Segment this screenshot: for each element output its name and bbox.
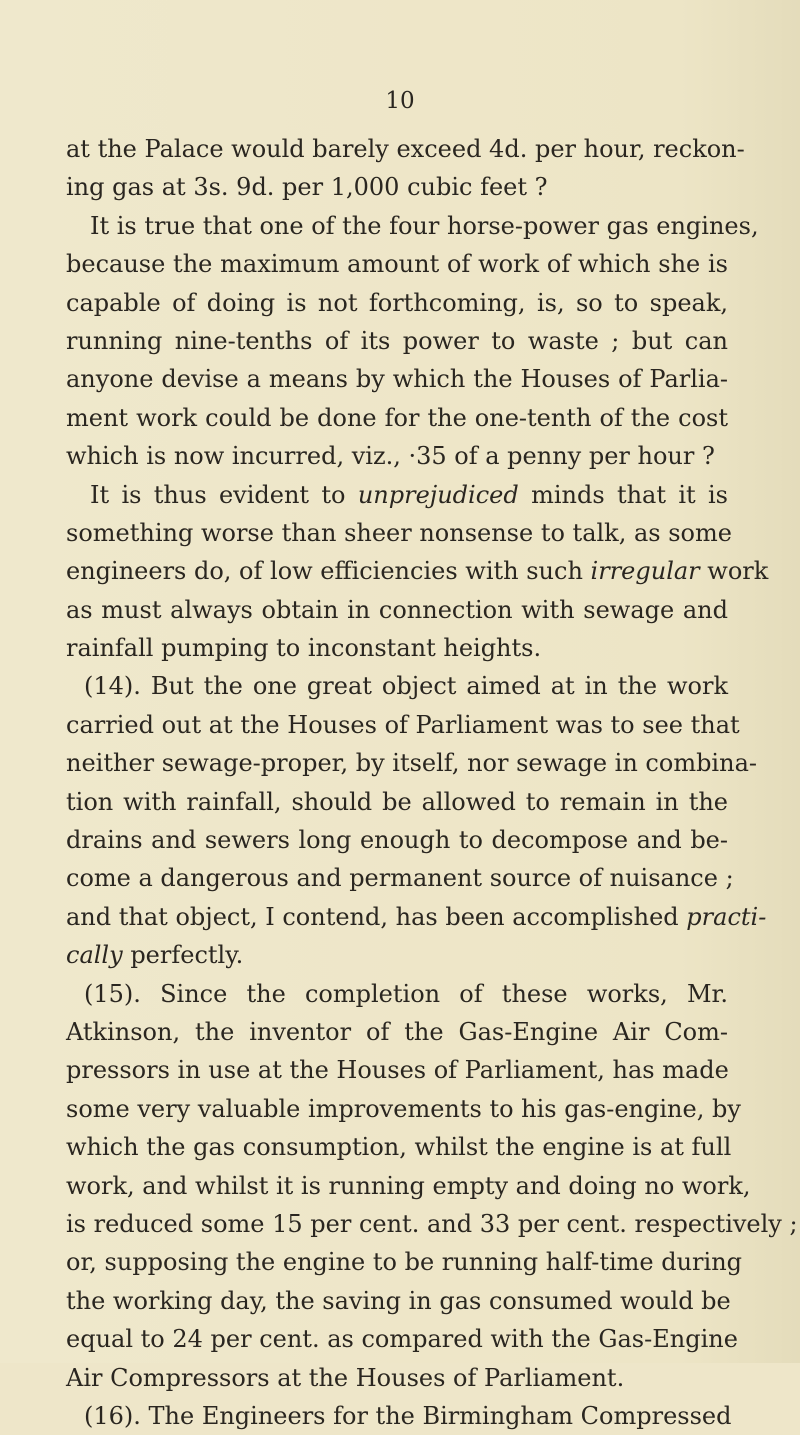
- text-line: [66, 552, 769, 590]
- text-span: minds that it is: [531, 480, 728, 509]
- text-line: carried out at the Houses of Parliament was to see that: [66, 710, 740, 739]
- text-line: is reduced some 15 per cent. and 33 per cent. respectively ;: [66, 1209, 798, 1238]
- text-span: and that object, I contend, has been accomplished: [66, 902, 679, 931]
- text-line: or, supposing the engine to be running half-time during: [66, 1248, 743, 1277]
- paragraph-start-line: It is true that one of the four horse-power gas engines,: [90, 211, 759, 240]
- text-line: Atkinson, the inventor of the Gas-Engine Air Com-: [66, 1017, 728, 1046]
- text-span: It is thus evident to: [90, 480, 346, 509]
- text-line: capable of doing is not forthcoming, is, so to speak,: [66, 288, 728, 317]
- text-line: neither sewage-proper, by itself, nor sewage in combina-: [66, 749, 757, 778]
- text-line: tion with rainfall, should be allowed to remain in the: [66, 787, 728, 816]
- text-line: which is now incurred, viz., ·35 of a penny per hour ?: [66, 442, 715, 471]
- text-span: engineers do, of low efficiencies with such: [66, 557, 583, 586]
- page-number: 10: [385, 88, 415, 114]
- text-line: the working day, the saving in gas consumed would be: [66, 1286, 731, 1315]
- italic-emphasis: practi-: [686, 902, 767, 931]
- italic-emphasis: irregular: [590, 557, 700, 586]
- text-line: anyone devise a means by which the Houses of Parlia-: [66, 365, 728, 394]
- text-line: some very valuable improvements to his gas-engine, by: [66, 1094, 741, 1123]
- text-line: ment work could be done for the one-tenth of the cost: [66, 403, 728, 432]
- text-span: perfectly.: [130, 941, 244, 970]
- text-line: work, and whilst it is running empty and doing no work,: [66, 1171, 751, 1200]
- text-line: rainfall pumping to inconstant heights.: [66, 634, 542, 663]
- text-line: running nine-tenths of its power to waste ; but can: [66, 326, 728, 355]
- italic-emphasis: cally: [66, 941, 123, 970]
- text-line: come a dangerous and permanent source of nuisance ;: [66, 864, 734, 893]
- text-line: at the Palace would barely exceed 4d. per hour, reckon-: [66, 135, 745, 163]
- text-line: Air Compressors at the Houses of Parliament.: [66, 1363, 625, 1392]
- text-span: work: [707, 557, 769, 586]
- text-line: something worse than sheer nonsense to talk, as some: [66, 518, 732, 547]
- paragraph-start-line: (16). The Engineers for the Birmingham Compressed: [84, 1401, 732, 1430]
- text-line: ing gas at 3s. 9d. per 1,000 cubic feet ?: [66, 173, 548, 202]
- text-line: drains and sewers long enough to decompose and be-: [66, 826, 728, 855]
- text-line: equal to 24 per cent. as compared with the Gas-Engine: [66, 1325, 738, 1354]
- paragraph-start-line: (14). But the one great object aimed at in the work: [84, 672, 728, 701]
- body-text: [66, 130, 798, 1435]
- paragraph-start-line: (15). Since the completion of these works, Mr.: [84, 979, 728, 1008]
- paragraph-start-line: [66, 476, 728, 514]
- text-line: [66, 936, 728, 974]
- italic-emphasis: unprejudiced: [357, 480, 519, 509]
- text-line: which the gas consumption, whilst the engine is at full: [66, 1133, 732, 1162]
- text-line: pressors in use at the Houses of Parliament, has made: [66, 1056, 729, 1085]
- text-line: because the maximum amount of work of which she is: [66, 250, 728, 279]
- text-line: [66, 898, 767, 936]
- text-line: as must always obtain in connection with sewage and: [66, 595, 728, 624]
